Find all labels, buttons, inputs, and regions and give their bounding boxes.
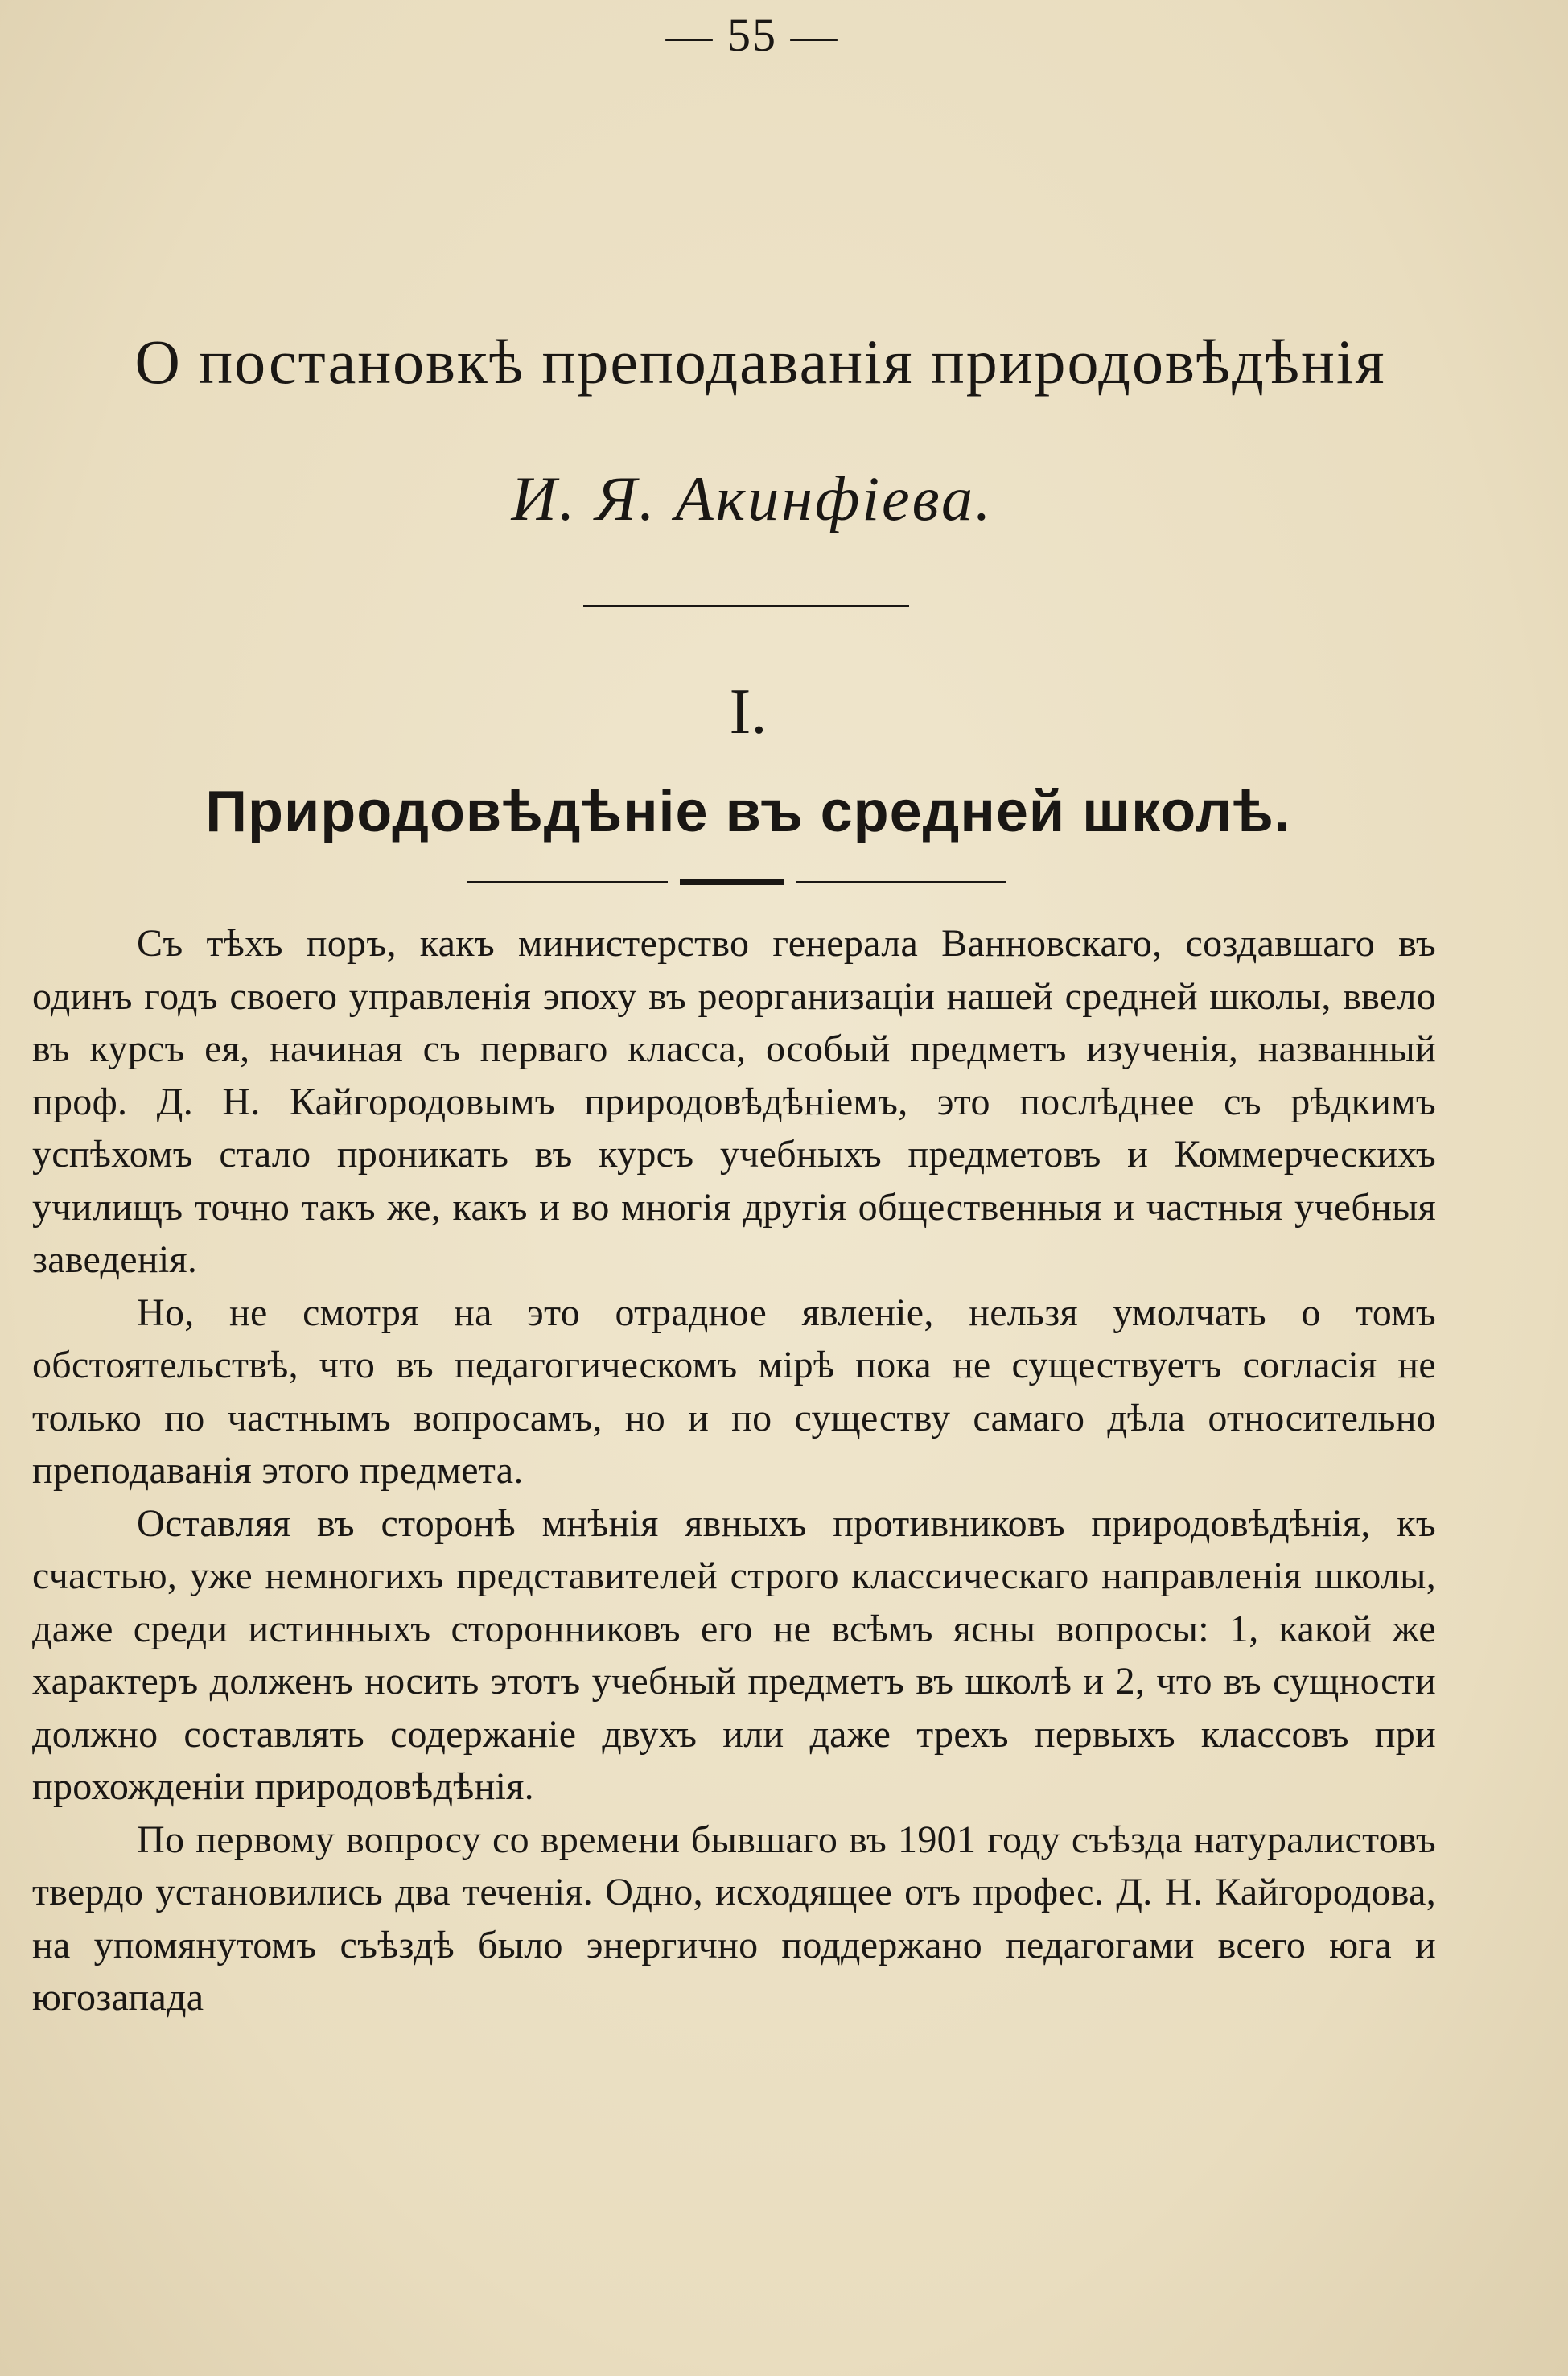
- paragraph: Оставляя въ сторонѣ мнѣнія явныхъ противниковъ природовѣдѣнія, къ счастью, уже немногихъ представителей строго классическаго направленія школы, даже среди истинныхъ сторонниковъ его не всѣмъ ясны вопросы: 1, какой же характеръ долженъ носить этотъ учебный предметъ въ школѣ и 2, что въ сущности должно составлять содержаніе двухъ или даже трехъ первыхъ классовъ при прохожденіи природовѣдѣнія.: [32, 1501, 1436, 1808]
- article-title: О постановкѣ преподаванія природовѣдѣнія: [134, 327, 1386, 397]
- section-divider-right: [796, 881, 1006, 883]
- section-number: I.: [729, 677, 768, 747]
- article-body: [32, 917, 1436, 2024]
- article-author: И. Я. Акинфіева.: [511, 463, 994, 533]
- title-divider: [583, 605, 909, 607]
- paragraph: По первому вопросу со времени бывшаго въ 1901 году съѣзда натуралистовъ твердо установились два теченія. Одно, исходящее отъ профес. Д. Н. Кайгородова, на упомянутомъ съѣздѣ было энергично поддержано педагогами всего юга и югозапада: [32, 1818, 1436, 2019]
- page-number: — 55 —: [665, 9, 839, 61]
- paragraph: Съ тѣхъ поръ, какъ министерство генерала Ванновскаго, создавшаго въ одинъ годъ своего управленія эпоху въ реорганизаціи нашей средней школы, ввело въ курсъ ея, начиная съ перваго класса, особый предметъ изученія, названный проф. Д. Н. Кайгородовымъ природовѣдѣніемъ, это послѣднее съ рѣдкимъ успѣхомъ стало проникать въ курсъ учебныхъ предметовъ и Коммерческихъ училищъ точно такъ же, какъ и во многія другія общественныя и частныя учебныя заведенія.: [32, 922, 1436, 1281]
- section-divider-center: [680, 879, 784, 885]
- section-title: Природовѣдѣніе въ средней школѣ.: [205, 780, 1291, 844]
- section-divider-left: [467, 881, 668, 883]
- paragraph: Но, не смотря на это отрадное явленіе, нельзя умолчать о томъ обстоятельствѣ, что въ педагогическомъ мірѣ пока не существуетъ согласія не только по частнымъ вопросамъ, но и по существу самаго дѣла относительно преподаванія этого предмета.: [32, 1291, 1436, 1492]
